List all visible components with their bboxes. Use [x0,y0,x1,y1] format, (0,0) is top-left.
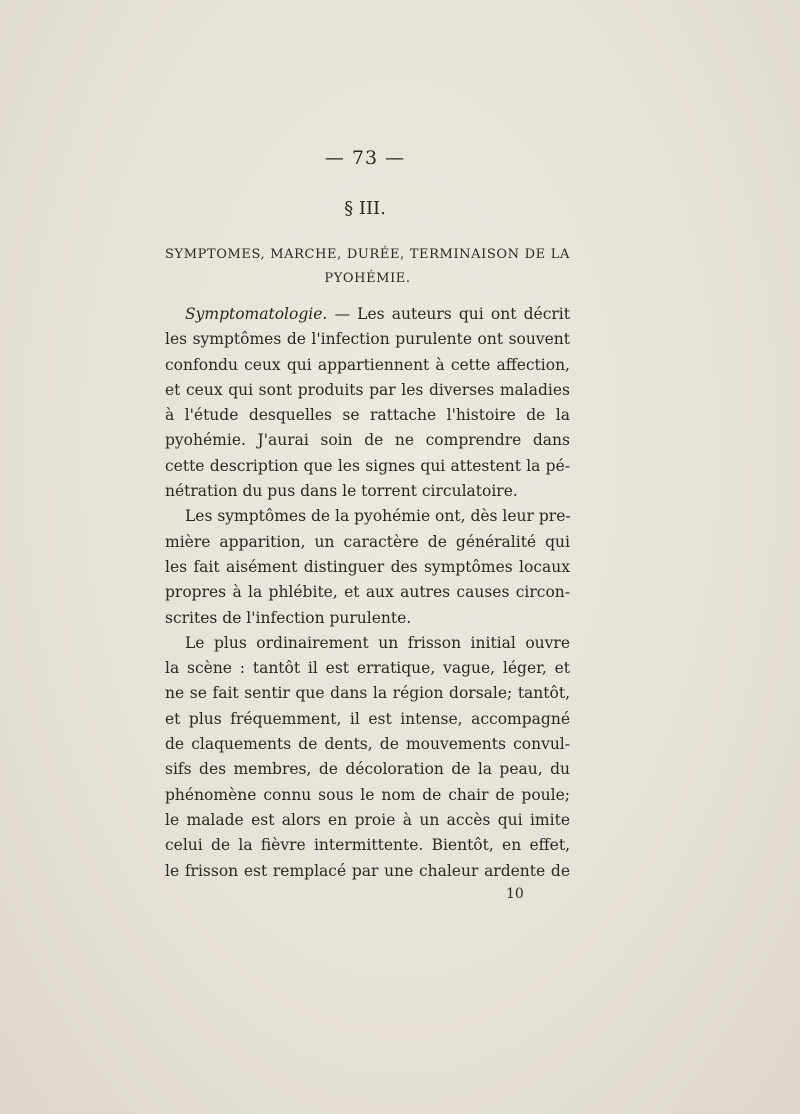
text-line: Les symptômes de la pyohémie ont, dès leur pre- [185,507,571,526]
section-mark: § III. [344,198,386,219]
text-line: Le plus ordinairement un frisson initial ouvre [185,633,570,652]
signature-mark: 10 [506,886,524,902]
text-line: le malade est alors en proie à un accès qui imite [165,810,570,829]
page-number: — 73 — [324,147,406,169]
text-line: à l'étude desquelles se rattache l'histoire de la [165,406,570,425]
text-line: le frisson est remplacé par une chaleur ardente de [165,861,570,880]
text-line: nétration du pus dans le torrent circulatoire. [165,482,518,501]
text-line: phénomène connu sous le nom de chair de poule; [165,785,570,804]
text-line: les fait aisément distinguer des symptômes locaux [165,557,570,576]
text-line: et plus fréquemment, il est intense, accompagné [165,709,570,728]
section-heading: SYMPTOMES, MARCHE, DURÉE, TERMINAISON DE LA PYOHÉMIE. [165,247,570,286]
text-line: les symptômes de l'infection purulente ont souvent [165,330,570,349]
text-line [165,302,570,327]
text-line: pyohémie. J'aurai soin de ne comprendre dans [165,431,570,450]
text-line: mière apparition, un caractère de généralité qui [165,532,570,551]
line-text: — Les auteurs qui ont décrit [327,305,570,323]
text-line: celui de la fièvre intermittente. Bientôt, en effet, [165,836,570,855]
body-text [165,302,570,884]
text-line: cette description que les signes qui attestent la pé- [165,456,570,475]
text-line: la scène : tantôt il est erratique, vague, léger, et [165,659,570,678]
text-line: confondu ceux qui appartiennent à cette affection, [165,355,570,374]
lead-term: Symptomatologie. [185,305,328,323]
text-line: de claquements de dents, de mouvements convul- [165,735,570,754]
text-line: scrites de l'infection purulente. [165,608,412,627]
text-line: sifs des membres, de décoloration de la peau, du [165,760,570,779]
text-line: ne se fait sentir que dans la région dorsale; tantôt, [165,684,570,703]
text-line: et ceux qui sont produits par les diverses maladies [165,380,570,399]
text-line: propres à la phlébite, et aux autres causes circon- [165,583,570,602]
